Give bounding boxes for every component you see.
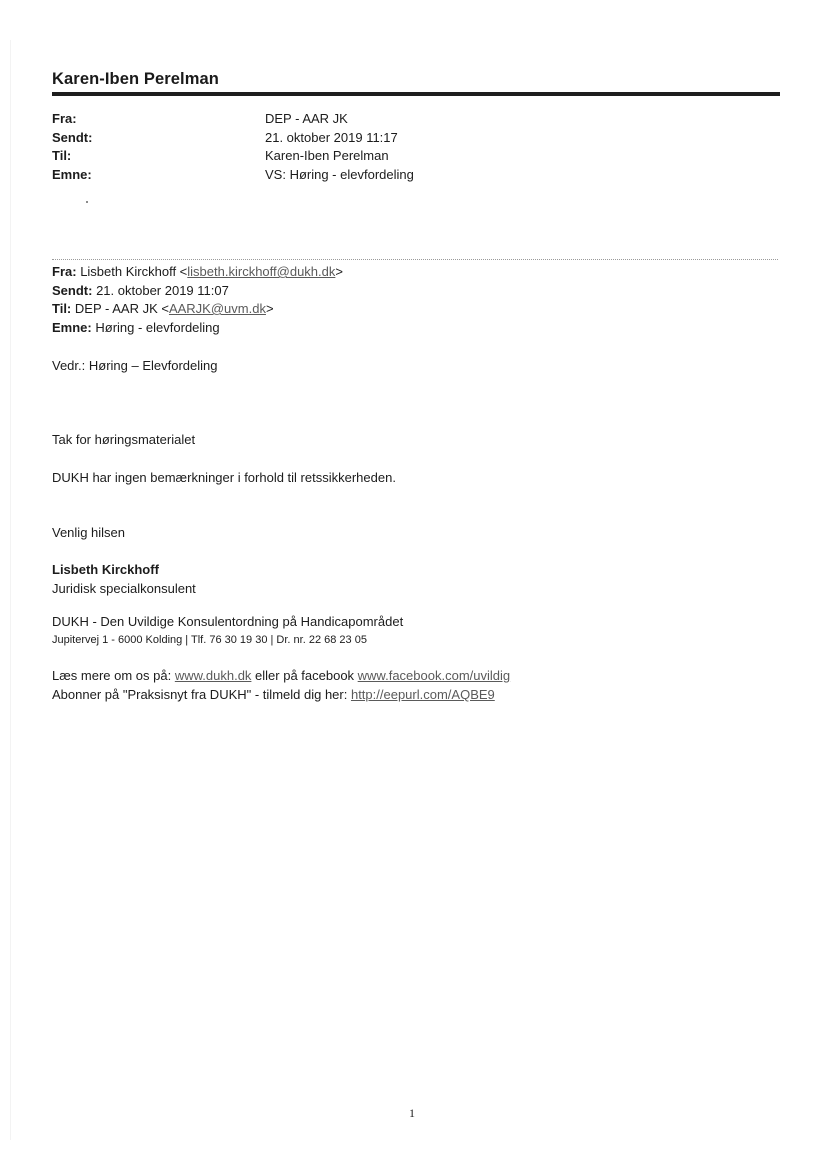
- header-to-value: Karen-Iben Perelman: [265, 148, 389, 163]
- subscribe-link[interactable]: http://eepurl.com/AQBE9: [350, 687, 495, 702]
- forwarded-from-email-link[interactable]: lisbeth.kirckhoff@dukh.dk: [187, 264, 336, 279]
- scan-edge: [10, 40, 11, 1140]
- signature-title: Juridisk specialkonsulent: [52, 581, 196, 596]
- signature-name: Lisbeth Kirckhoff: [52, 562, 159, 577]
- more-info-middle: eller på facebook: [251, 668, 358, 683]
- header-sent-label: Sendt:: [52, 130, 93, 145]
- forwarded-subject-value: Høring - elevfordeling: [95, 320, 220, 335]
- header-sent-value: 21. oktober 2019 11:17: [265, 130, 398, 145]
- forwarded-to-row: Til: DEP - AAR JK <AARJK@uvm.dk>: [52, 301, 274, 316]
- thanks-line: Tak for høringsmaterialet: [52, 432, 196, 447]
- forwarded-sent-value: 21. oktober 2019 11:07: [96, 283, 229, 298]
- forwarded-to-name: DEP - AAR JK: [74, 301, 158, 316]
- forwarded-subject-row: [52, 319, 220, 337]
- forwarded-from-name: Lisbeth Kirckhoff: [80, 264, 177, 279]
- re-line: Vedr.: Høring – Elevfordeling: [52, 358, 218, 373]
- page-number: 1: [409, 1106, 415, 1120]
- subscribe-prefix: Abonner på "Praksisnyt fra DUKH" - tilmeld dig her:: [52, 687, 351, 702]
- forwarded-to-label: Til:: [52, 301, 72, 316]
- forwarded-from-label: Fra:: [52, 264, 77, 279]
- organization-name: DUKH - Den Uvildige Konsulentordning på Handicapområdet: [52, 614, 404, 629]
- forward-separator: [52, 259, 778, 260]
- more-info-prefix: Læs mere om os på:: [52, 668, 175, 683]
- header-to-label: Til:: [52, 148, 72, 163]
- header-subject-label: Emne:: [52, 167, 92, 182]
- mailbox-owner-name: Karen-Iben Perelman: [52, 70, 219, 88]
- facebook-link[interactable]: www.facebook.com/uvildig: [357, 668, 511, 683]
- dukh-website-link[interactable]: www.dukh.dk: [174, 668, 252, 683]
- header-from-label: Fra:: [52, 111, 77, 126]
- forwarded-sent-label: Sendt:: [52, 283, 93, 298]
- forwarded-sent-row: [52, 282, 229, 300]
- subscribe-line: [52, 686, 495, 704]
- forwarded-subject-label: Emne:: [52, 320, 92, 335]
- header-from-value: DEP - AAR JK: [265, 111, 348, 126]
- header-subject-value: VS: Høring - elevfordeling: [265, 167, 414, 182]
- greeting-line: Venlig hilsen: [52, 525, 125, 540]
- scan-speck: [86, 201, 88, 203]
- more-info-line: [52, 667, 510, 685]
- owner-divider: [52, 92, 780, 96]
- forwarded-from-row: Fra: Lisbeth Kirckhoff <lisbeth.kirckhoff@dukh.dk>: [52, 264, 343, 279]
- statement-line: DUKH har ingen bemærkninger i forhold til retssikkerheden.: [52, 470, 396, 485]
- forwarded-to-email-link[interactable]: AARJK@uvm.dk: [168, 301, 266, 316]
- organization-address: Jupitervej 1 - 6000 Kolding | Tlf. 76 30 19 30 | Dr. nr. 22 68 23 05: [52, 634, 367, 646]
